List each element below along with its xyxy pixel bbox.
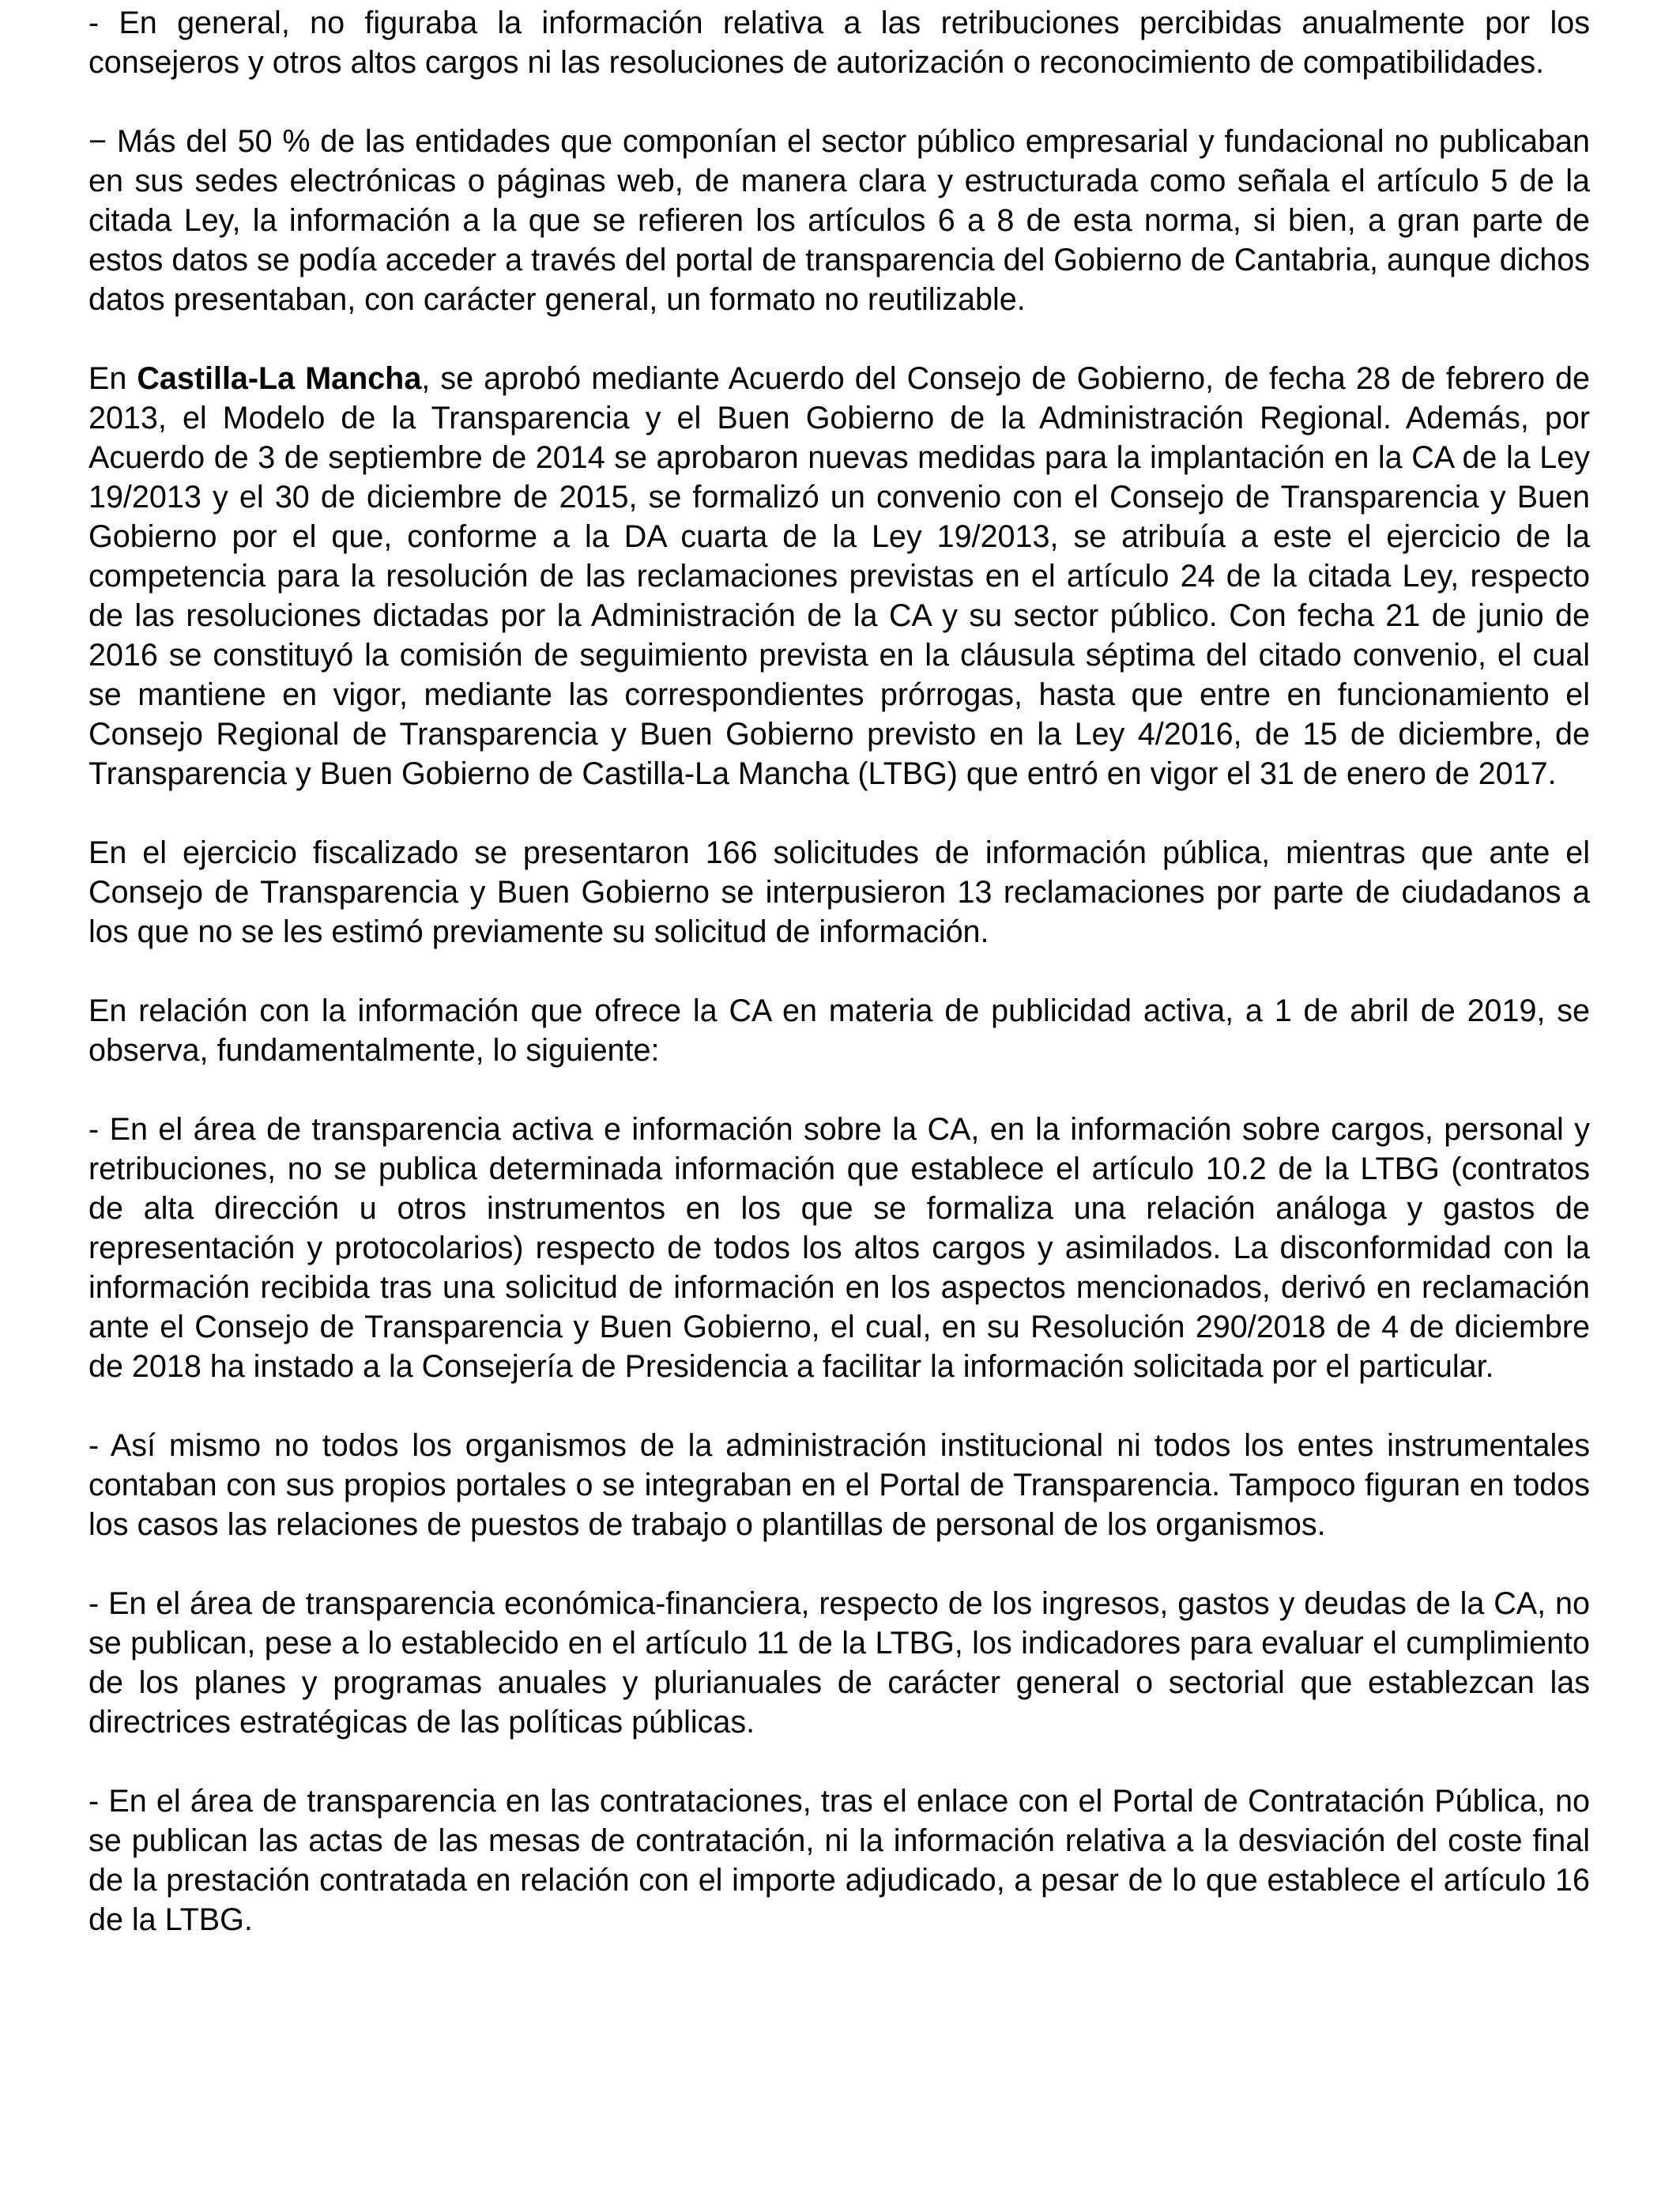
paragraph-sector-publico-empresarial: − Más del 50 % de las entidades que componían el sector público empresarial y fundacional no publicaban en sus sedes electrónicas o páginas web, de manera clara y estructurada como señala el artículo 5 de la citada Ley, la información a la que se refieren los artículos 6 a 8 de esta norma, si bien, a gran parte de estos datos se podía acceder a través del portal de transparencia del Gobierno de Cantabria, aunque dichos datos presentaban, con carácter general, un formato no reutilizable. — [89, 124, 1590, 317]
region-name-bold: Castilla-La Mancha — [137, 361, 422, 396]
paragraph-solicitudes: En el ejercicio fiscalizado se presentaron 166 solicitudes de información pública, mientras que ante el Consejo de Transparencia y Buen Gobierno se interpusieron 13 reclamaciones por parte de ciudadanos a los que no se les estimó previamente su solicitud de información. — [89, 835, 1590, 949]
paragraph-economica-financiera: - En el área de transparencia económica-financiera, respecto de los ingresos, gastos y deudas de la CA, no se publican, pese a lo establecido en el artículo 11 de la LTBG, los indicadores para evaluar el cumplimiento de los planes y programas anuales y plurianuales de carácter general o sectorial que establezcan las directrices estratégicas de las políticas públicas. — [89, 1586, 1590, 1740]
paragraph-retribuciones-consejeros: - En general, no figuraba la información relativa a las retribuciones percibidas anualmente por los consejeros y otros altos cargos ni las resoluciones de autorización o reconocimiento de compatibilidades. — [89, 6, 1590, 80]
paragraph-body: , se aprobó mediante Acuerdo del Consejo de Gobierno, de fecha 28 de febrero de 2013, el Modelo de la Transparencia y el Buen Gobierno de la Administración Regional. Además, por Acuerdo de 3 de septiembre de 2014 se aprobaron nuevas medidas para la implantación en la CA de la Ley 19/2013 y el 30 de diciembre de 2015, se formalizó un convenio con el Consejo de Transparencia y Buen Gobierno por el que, conforme a la DA cuarta de la Ley 19/2013, se atribuía a este el ejercicio de la competencia para la resolución de las reclamaciones previstas en el artículo 24 de la citada Ley, respecto de las resoluciones dictadas por la Administración de la CA y su sector público. Con fecha 21 de junio de 2016 se constituyó la comisión de seguimiento prevista en la cláusula séptima del citado convenio, el cual se mantiene en vigor, mediante las correspondientes prórrogas, hasta que entre en funcionamiento el Consejo Regional de Transparencia y Buen Gobierno previsto en la Ley 4/2016, de 15 de diciembre, de Transparencia y Buen Gobierno de Castilla-La Mancha (LTBG) que entró en vigor el 31 de enero de 2017. — [89, 361, 1590, 791]
paragraph-transparencia-activa: - En el área de transparencia activa e información sobre la CA, en la información sobre cargos, personal y retribuciones, no se publica determinada información que establece el artículo 10.2 de la LTBG (contratos de alta dirección u otros instrumentos en los que se formaliza una relación análoga y gastos de representación y protocolarios) respecto de todos los altos cargos y asimilados. La disconformidad con la información recibida tras una solicitud de información en los aspectos mencionados, derivó en reclamación ante el Consejo de Transparencia y Buen Gobierno, el cual, en su Resolución 290/2018 de 4 de diciembre de 2018 ha instado a la Consejería de Presidencia a facilitar la información solicitada por el particular. — [89, 1112, 1590, 1384]
paragraph-prefix: En — [89, 361, 137, 396]
document-page — [89, 0, 1590, 1979]
paragraph-castilla-la-mancha — [89, 359, 1590, 794]
paragraph-organismos: - Así mismo no todos los organismos de la administración institucional ni todos los entes instrumentales contaban con sus propios portales o se integraban en el Portal de Transparencia. Tampoco figuran en todos los casos las relaciones de puestos de trabajo o plantillas de personal de los organismos. — [89, 1428, 1590, 1542]
paragraph-publicidad-activa-intro: En relación con la información que ofrece la CA en materia de publicidad activa, a 1 de abril de 2019, se observa, fundamentalmente, lo siguiente: — [89, 993, 1590, 1068]
paragraph-contrataciones: - En el área de transparencia en las contrataciones, tras el enlace con el Portal de Contratación Pública, no se publican las actas de las mesas de contratación, ni la información relativa a la desviación del coste final de la prestación contratada en relación con el importe adjudicado, a pesar de lo que establece el artículo 16 de la LTBG. — [89, 1784, 1590, 1937]
